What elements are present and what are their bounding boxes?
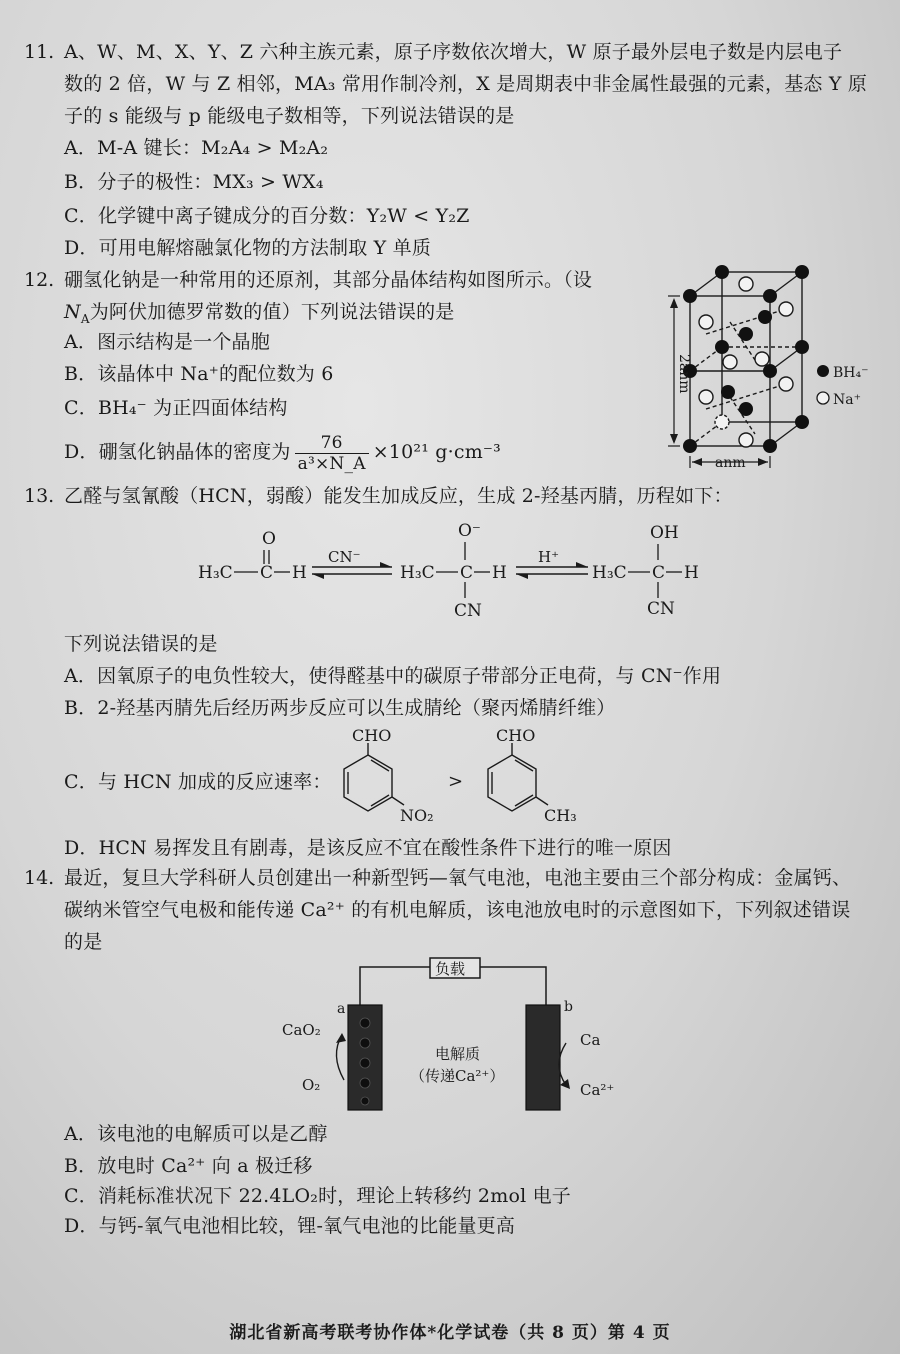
q12-option-b: B．该晶体中 Na⁺的配位数为 6 — [64, 363, 334, 385]
q11-option-a: A．M-A 键长：M₂A₄ > M₂A₂ — [64, 137, 329, 159]
crystal-structure-figure — [660, 262, 870, 477]
acetaldehyde-oxygen: O — [262, 529, 276, 549]
q11-stem-line3: 子的 s 能级与 p 能级电子数相等，下列说法错误的是 — [64, 105, 515, 127]
q12-option-c: C．BH₄⁻ 为正四面体结构 — [64, 397, 288, 419]
q11-option-b: B．分子的极性：MX₃ > WX₄ — [64, 171, 324, 193]
q11-stem-line2: 数的 2 倍，W 与 Z 相邻，MA₃ 常用作制冷剂，X 是周期表中非金属性最强的元素，基态 Y 原 — [64, 73, 868, 95]
q11-option-d: D．可用电解熔融氯化物的方法制取 Y 单质 — [64, 237, 432, 259]
product-hydroxyl: OH — [650, 523, 679, 543]
product-nitrile: CN — [647, 599, 675, 619]
benzaldehyde-comparison — [330, 725, 600, 830]
legend-bh4-label: BH₄⁻ — [833, 365, 869, 381]
ring1-aldehyde: CHO — [352, 726, 392, 745]
load-label: 负载 — [435, 960, 466, 978]
q14-option-d: D．与钙-氧气电池相比较，锂-氧气电池的比能量更高 — [64, 1215, 516, 1237]
q13-option-c: C．与 HCN 加成的反应速率： — [64, 771, 332, 793]
cao2-label: CaO₂ — [282, 1021, 321, 1039]
ca2-label: Ca²⁺ — [580, 1081, 615, 1099]
q11-stem-line1: A、W、M、X、Y、Z 六种主族元素，原子序数依次增大，W 原子最外层电子数是内层电子 — [64, 41, 843, 63]
q14-number: 14. — [24, 867, 55, 889]
intermediate-methyl: H₃C — [400, 563, 435, 583]
reagent-proton: H⁺ — [538, 548, 559, 566]
width-label: anm — [715, 455, 746, 471]
intermediate-carbon: C — [460, 563, 474, 583]
product-carbon: C — [652, 563, 666, 583]
q13-option-d: D．HCN 易挥发且有剧毒，是该反应不宜在酸性条件下进行的唯一原因 — [64, 837, 672, 859]
q12-option-a: A．图示结构是一个晶胞 — [64, 331, 270, 353]
density-fraction: $\frac{76}{\text{a³×N\_A}}$ — [295, 433, 369, 474]
q14-option-c: C．消耗标准状况下 22.4LO₂时，理论上转移约 2mol 电子 — [64, 1185, 571, 1207]
intermediate-hydrogen: H — [492, 563, 507, 583]
intermediate-nitrile: CN — [454, 601, 482, 621]
q14-stem-line3: 的是 — [64, 931, 103, 953]
q14-stem-line2: 碳纳米管空气电极和能传递 Ca²⁺ 的有机电解质，该电池放电时的示意图如下，下列叙述错误 — [64, 899, 851, 921]
reaction-scheme — [190, 520, 710, 625]
ring1-nitro: NO₂ — [400, 806, 434, 825]
q12-option-d: D．硼氢化钠晶体的密度为 $\frac{76}{\text{a³×N\_A}}$ ×10²¹ g·cm⁻³ — [64, 432, 501, 474]
q13-stem-line1: 乙醛与氢氰酸（HCN，弱酸）能发生加成反应，生成 2-羟基丙腈，历程如下： — [64, 485, 733, 507]
ca-label: Ca — [580, 1031, 601, 1049]
electrode-b-label: b — [564, 999, 573, 1015]
greater-than-sign: > — [448, 771, 464, 792]
legend-bh4-marker — [817, 365, 829, 377]
q14-option-b: B．放电时 Ca²⁺ 向 a 极迁移 — [64, 1155, 313, 1177]
q11-number: 11. — [24, 41, 55, 63]
acetaldehyde-methyl: H₃C — [198, 563, 233, 583]
q14-option-a: A．该电池的电解质可以是乙醇 — [64, 1123, 328, 1145]
ring2-aldehyde: CHO — [496, 726, 536, 745]
battery-diagram — [280, 955, 620, 1115]
product-hydrogen: H — [684, 563, 699, 583]
reagent-cyanide: CN⁻ — [328, 548, 361, 566]
intermediate-oxygen: O⁻ — [458, 521, 481, 541]
electrolyte-label: 电解质 — [435, 1045, 481, 1063]
acetaldehyde-hydrogen: H — [292, 563, 307, 583]
q11-option-c: C．化学键中离子键成分的百分数：Y₂W < Y₂Z — [64, 205, 470, 227]
electrode-b — [526, 1005, 560, 1110]
q13-option-b: B．2-羟基丙腈先后经历两步反应可以生成腈纶（聚丙烯腈纤维） — [64, 697, 616, 719]
q13-number: 13. — [24, 485, 55, 507]
q12-stem-line1: 硼氢化钠是一种常用的还原剂，其部分晶体结构如图所示。（设 — [64, 269, 593, 291]
legend-na-label: Na⁺ — [833, 392, 861, 408]
page-footer: 湖北省新高考联考协作体*化学试卷（共 8 页）第 4 页 — [229, 1323, 671, 1343]
legend-na-marker — [817, 392, 829, 404]
q14-stem-line1: 最近，复旦大学科研人员创建出一种新型钙—氧气电池，电池主要由三个部分构成：金属钙、 — [64, 867, 852, 889]
q13-option-a: A．因氧原子的电负性较大，使得醛基中的碳原子带部分正电荷，与 CN⁻作用 — [64, 665, 722, 687]
acetaldehyde-carbon: C — [260, 563, 274, 583]
electrolyte-note: （传递Ca²⁺） — [410, 1067, 505, 1085]
q12-stem-line2: $N_A$为阿伏加德罗常数的值）下列说法错误的是 — [64, 301, 455, 326]
electrode-a-label: a — [337, 1001, 346, 1017]
height-label: 2anm — [676, 354, 692, 394]
o2-label: O₂ — [302, 1076, 321, 1094]
product-methyl: H₃C — [592, 563, 627, 583]
q13-prompt: 下列说法错误的是 — [64, 633, 218, 655]
ring2-methyl: CH₃ — [544, 806, 577, 825]
q12-number: 12. — [24, 269, 55, 291]
